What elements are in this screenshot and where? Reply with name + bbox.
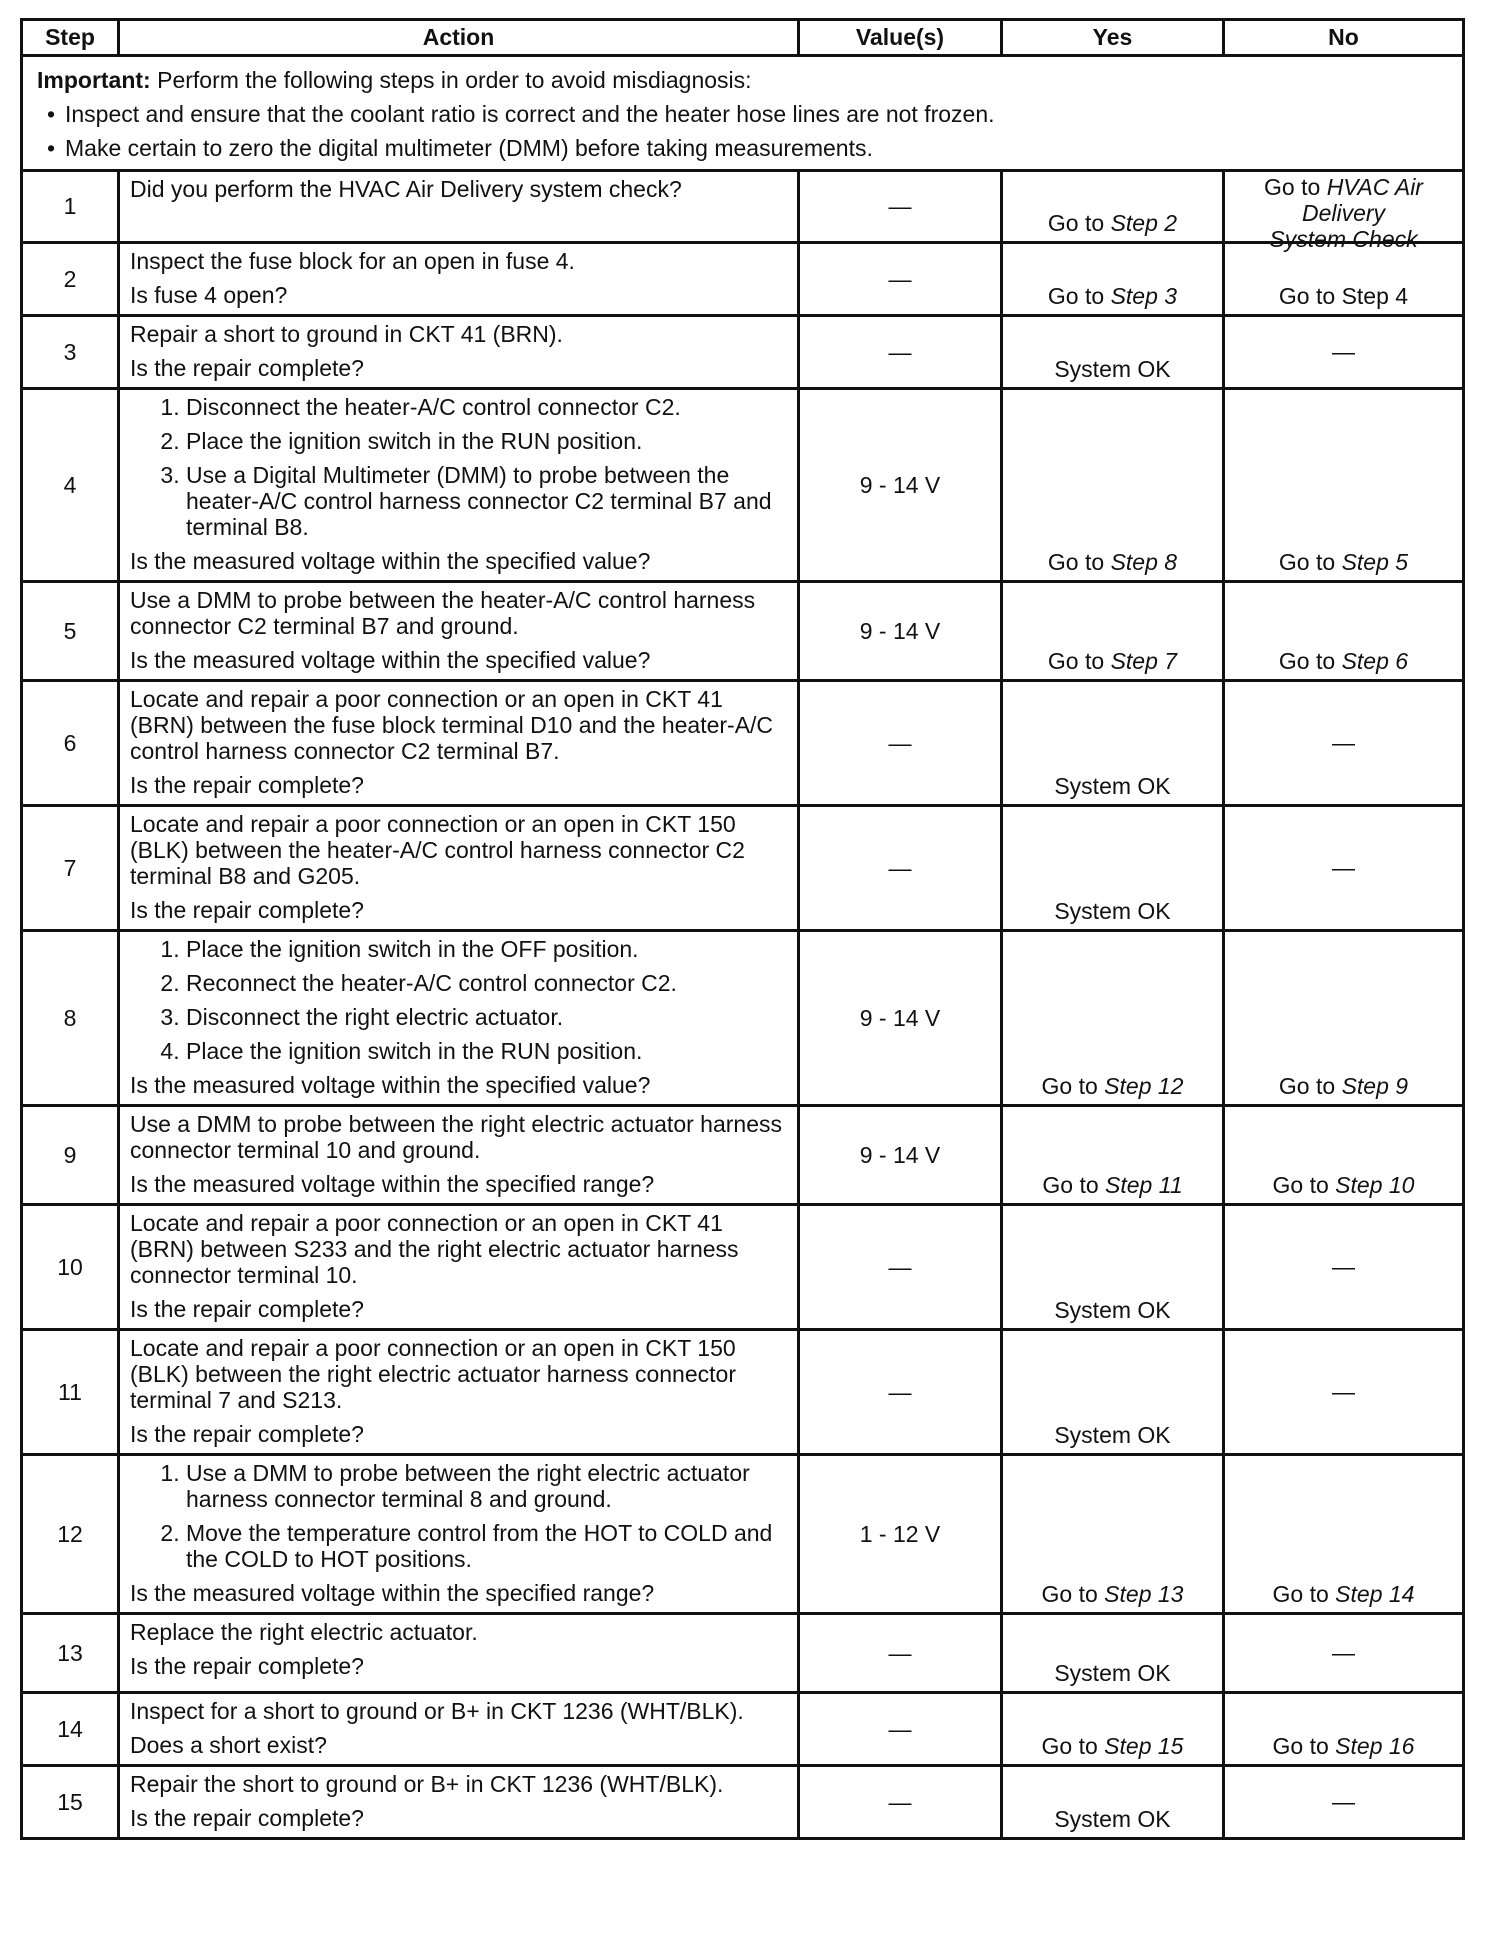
step-no [1224, 1693, 1464, 1766]
important-note [22, 56, 1464, 171]
step-yes [1002, 1766, 1224, 1839]
step-action [119, 582, 799, 681]
result-prefix: Go to [1041, 1733, 1105, 1759]
step-no [1224, 1330, 1464, 1455]
table-row [22, 389, 1464, 582]
action-question: Is the measured voltage within the specified value? [130, 548, 651, 574]
important-row [22, 56, 1464, 171]
step-number: 12 [22, 1455, 119, 1614]
step-value: 9 - 14 V [799, 389, 1002, 582]
important-bullet: • Make certain to zero the digital multimeter (DMM) before taking measurements. [37, 131, 1450, 165]
result-ref: Step 8 [1110, 549, 1178, 575]
result-yes: System OK [1054, 1422, 1171, 1448]
step-number: 15 [22, 1766, 119, 1839]
result-ref: Step 12 [1104, 1073, 1184, 1099]
action-question: Is the repair complete? [130, 772, 364, 798]
result-ref: Step 15 [1104, 1733, 1184, 1759]
step-no [1224, 1205, 1464, 1330]
result-prefix: Go to [1278, 1073, 1342, 1099]
result-ref: Step 9 [1341, 1073, 1409, 1099]
result-ref: Step 16 [1335, 1733, 1415, 1759]
step-action [119, 1693, 799, 1766]
step-number: 2 [22, 243, 119, 316]
result-yes [1003, 283, 1222, 310]
result-no: — [1332, 1253, 1355, 1280]
action-question: Is the measured voltage within the specified value? [130, 647, 651, 673]
important-text: Perform the following steps in order to avoid misdiagnosis: [150, 67, 752, 93]
result-prefix: Go to [1278, 549, 1342, 575]
result-no: — [1332, 1378, 1355, 1405]
step-value: 9 - 14 V [799, 931, 1002, 1106]
result-no [1225, 1073, 1462, 1100]
step-value: 9 - 14 V [799, 582, 1002, 681]
step-yes [1002, 316, 1224, 389]
step-yes [1002, 1106, 1224, 1205]
step-number: 10 [22, 1205, 119, 1330]
step-yes [1002, 1205, 1224, 1330]
step-no [1224, 582, 1464, 681]
step-yes [1002, 931, 1224, 1106]
action-question: Does a short exist? [130, 1732, 327, 1758]
step-action [119, 1455, 799, 1614]
action-list-item: 1. Disconnect the heater-A/C control connector C2. [186, 394, 787, 420]
step-number: 1 [22, 171, 119, 243]
header-values: Value(s) [799, 20, 1002, 56]
result-yes: System OK [1054, 1297, 1171, 1323]
table-row [22, 681, 1464, 806]
step-value: — [799, 681, 1002, 806]
action-list-item: 2. Reconnect the heater-A/C control connector C2. [186, 970, 787, 996]
action-text: Locate and repair a poor connection or an open in CKT 41 (BRN) between S233 and the right electric actuator harness connector terminal 10. [130, 1210, 739, 1288]
action-text: Repair the short to ground or B+ in CKT 1236 (WHT/BLK). [130, 1771, 724, 1797]
action-text: Locate and repair a poor connection or an open in CKT 41 (BRN) between the fuse block terminal D10 and the heater-A/C control harness connector C2 terminal B7. [130, 686, 774, 764]
step-action [119, 389, 799, 582]
result-no [1225, 648, 1462, 675]
table-row [22, 1106, 1464, 1205]
table-row [22, 1693, 1464, 1766]
result-yes: System OK [1054, 773, 1171, 799]
action-list [130, 394, 787, 540]
step-no [1224, 806, 1464, 931]
result-no: Go to Step 4 [1278, 283, 1409, 309]
step-action [119, 1766, 799, 1839]
result-no [1225, 1581, 1462, 1608]
step-value: — [799, 1693, 1002, 1766]
step-value: 9 - 14 V [799, 1106, 1002, 1205]
result-ref: Step 14 [1335, 1581, 1415, 1607]
action-question: Is fuse 4 open? [130, 282, 288, 308]
header-row [22, 20, 1464, 56]
table-row [22, 316, 1464, 389]
step-action [119, 1330, 799, 1455]
step-yes [1002, 389, 1224, 582]
result-prefix: Go to [1041, 1581, 1105, 1607]
step-no [1224, 243, 1464, 316]
step-value: — [799, 1614, 1002, 1693]
step-no [1224, 389, 1464, 582]
result-no: — [1332, 1639, 1355, 1666]
step-number: 3 [22, 316, 119, 389]
action-question: Is the repair complete? [130, 1653, 364, 1679]
result-ref: Step 3 [1110, 283, 1178, 309]
action-question: Is the measured voltage within the specified range? [130, 1580, 655, 1606]
action-text: Did you perform the HVAC Air Delivery system check? [130, 176, 682, 202]
step-yes [1002, 1455, 1224, 1614]
result-prefix: Go to [1047, 648, 1111, 674]
result-ref: Step 6 [1341, 648, 1409, 674]
step-yes [1002, 1330, 1224, 1455]
action-question: Is the repair complete? [130, 897, 364, 923]
action-text: Repair a short to ground in CKT 41 (BRN). [130, 321, 563, 347]
action-question: Is the measured voltage within the specified range? [130, 1171, 655, 1197]
table-row [22, 1455, 1464, 1614]
result-prefix: Go to [1041, 1073, 1105, 1099]
step-action [119, 681, 799, 806]
step-value: — [799, 806, 1002, 931]
action-text: Replace the right electric actuator. [130, 1619, 478, 1645]
step-value: 1 - 12 V [799, 1455, 1002, 1614]
step-number: 7 [22, 806, 119, 931]
result-prefix: Go to [1047, 210, 1111, 236]
result-no [1225, 549, 1462, 576]
result-yes: System OK [1054, 898, 1171, 924]
important-bullets [37, 97, 1450, 165]
step-value: — [799, 171, 1002, 243]
result-prefix: Go to [1272, 1733, 1336, 1759]
result-ref: Step 5 [1341, 549, 1409, 575]
step-action [119, 806, 799, 931]
step-action [119, 243, 799, 316]
step-no [1224, 1106, 1464, 1205]
step-no [1224, 1614, 1464, 1693]
action-text: Locate and repair a poor connection or an open in CKT 150 (BLK) between the right electric actuator harness connector terminal 7 and S213. [130, 1335, 736, 1413]
result-prefix: Go to [1047, 549, 1111, 575]
table-row [22, 243, 1464, 316]
step-value: — [799, 1205, 1002, 1330]
step-no [1224, 681, 1464, 806]
step-yes [1002, 1693, 1224, 1766]
table-row [22, 171, 1464, 243]
step-value: — [799, 243, 1002, 316]
header-action: Action [119, 20, 799, 56]
result-ref: Step 11 [1105, 1172, 1183, 1198]
step-number: 11 [22, 1330, 119, 1455]
result-prefix: Go to [1264, 174, 1327, 200]
step-action [119, 316, 799, 389]
step-action [119, 1614, 799, 1693]
action-list-item: 3. Disconnect the right electric actuator. [186, 1004, 787, 1030]
result-no: — [1332, 338, 1355, 365]
step-action [119, 171, 799, 243]
step-no [1224, 931, 1464, 1106]
action-list-item: 1. Use a DMM to probe between the right electric actuator harness connector terminal 8 and ground. [186, 1460, 787, 1512]
table-row [22, 1766, 1464, 1839]
action-list-item: 3. Use a Digital Multimeter (DMM) to probe between the heater-A/C control harness connector C2 terminal B7 and terminal B8. [186, 462, 787, 540]
result-no: — [1332, 854, 1355, 881]
action-text: Use a DMM to probe between the heater-A/C control harness connector C2 terminal B7 and ground. [130, 587, 756, 639]
result-prefix: Go to [1272, 1172, 1336, 1198]
step-action [119, 931, 799, 1106]
result-prefix: Go to [1047, 283, 1111, 309]
result-no [1225, 1733, 1462, 1760]
step-number: 13 [22, 1614, 119, 1693]
diagnostic-table [20, 18, 1465, 1840]
result-ref: Delivery [1301, 200, 1386, 226]
table-row [22, 1205, 1464, 1330]
result-yes [1003, 1581, 1222, 1608]
step-number: 14 [22, 1693, 119, 1766]
result-no [1225, 1172, 1462, 1199]
result-yes [1003, 210, 1222, 237]
step-yes [1002, 806, 1224, 931]
action-list-item: 2. Move the temperature control from the HOT to COLD and the COLD to HOT positions. [186, 1520, 787, 1572]
step-no [1224, 171, 1464, 252]
table-row [22, 806, 1464, 931]
step-yes [1002, 171, 1224, 243]
action-question: Is the measured voltage within the specified value? [130, 1072, 651, 1098]
result-yes: System OK [1054, 356, 1171, 382]
result-yes [1003, 1733, 1222, 1760]
action-text: Locate and repair a poor connection or an open in CKT 150 (BLK) between the heater-A/C control harness connector C2 terminal B8 and G205. [130, 811, 745, 889]
step-number: 6 [22, 681, 119, 806]
result-yes [1003, 1073, 1222, 1100]
step-yes [1002, 681, 1224, 806]
result-ref: System Check [1269, 226, 1418, 252]
step-value: — [799, 1330, 1002, 1455]
result-ref: HVAC Air [1326, 174, 1423, 200]
action-list-item: 1. Place the ignition switch in the OFF position. [186, 936, 787, 962]
action-question: Is the repair complete? [130, 355, 364, 381]
action-list [130, 936, 787, 1064]
table-row [22, 1330, 1464, 1455]
header-step: Step [22, 20, 119, 56]
action-list-item: 4. Place the ignition switch in the RUN position. [186, 1038, 787, 1064]
result-ref: Step 13 [1104, 1581, 1184, 1607]
action-list-item: 2. Place the ignition switch in the RUN position. [186, 428, 787, 454]
result-no: — [1332, 729, 1355, 756]
table-row [22, 931, 1464, 1106]
step-number: 4 [22, 389, 119, 582]
result-prefix: Go to [1272, 1581, 1336, 1607]
step-no [1224, 1766, 1464, 1839]
step-action [119, 1205, 799, 1330]
result-ref: Step 2 [1110, 210, 1178, 236]
step-action [119, 1106, 799, 1205]
result-ref: Step 10 [1335, 1172, 1415, 1198]
important-label: Important: [37, 67, 151, 93]
result-yes: System OK [1054, 1660, 1171, 1686]
header-yes: Yes [1002, 20, 1224, 56]
action-text: Use a DMM to probe between the right electric actuator harness connector terminal 10 and ground. [130, 1111, 782, 1163]
result-yes [1003, 549, 1222, 576]
result-no [1225, 174, 1462, 252]
step-yes [1002, 1614, 1224, 1693]
step-yes [1002, 243, 1224, 316]
step-number: 8 [22, 931, 119, 1106]
step-value: — [799, 1766, 1002, 1839]
action-text: Inspect for a short to ground or B+ in CKT 1236 (WHT/BLK). [130, 1698, 744, 1724]
step-no [1224, 1455, 1464, 1614]
result-yes: System OK [1054, 1806, 1171, 1832]
action-question: Is the repair complete? [130, 1421, 364, 1447]
important-bullet: • Inspect and ensure that the coolant ratio is correct and the heater hose lines are not frozen. [37, 97, 1450, 131]
header-no: No [1224, 20, 1464, 56]
action-question: Is the repair complete? [130, 1805, 364, 1831]
action-list [130, 1460, 787, 1572]
result-yes [1003, 1172, 1222, 1199]
result-prefix: Go to [1042, 1172, 1106, 1198]
result-ref: Step 7 [1110, 648, 1178, 674]
step-yes [1002, 582, 1224, 681]
step-no [1224, 316, 1464, 389]
step-number: 9 [22, 1106, 119, 1205]
action-text: Inspect the fuse block for an open in fuse 4. [130, 248, 575, 274]
table-row [22, 582, 1464, 681]
result-no: — [1332, 1788, 1355, 1815]
step-value: — [799, 316, 1002, 389]
step-number: 5 [22, 582, 119, 681]
result-prefix: Go to [1278, 648, 1342, 674]
table-row [22, 1614, 1464, 1693]
result-yes [1003, 648, 1222, 675]
action-question: Is the repair complete? [130, 1296, 364, 1322]
